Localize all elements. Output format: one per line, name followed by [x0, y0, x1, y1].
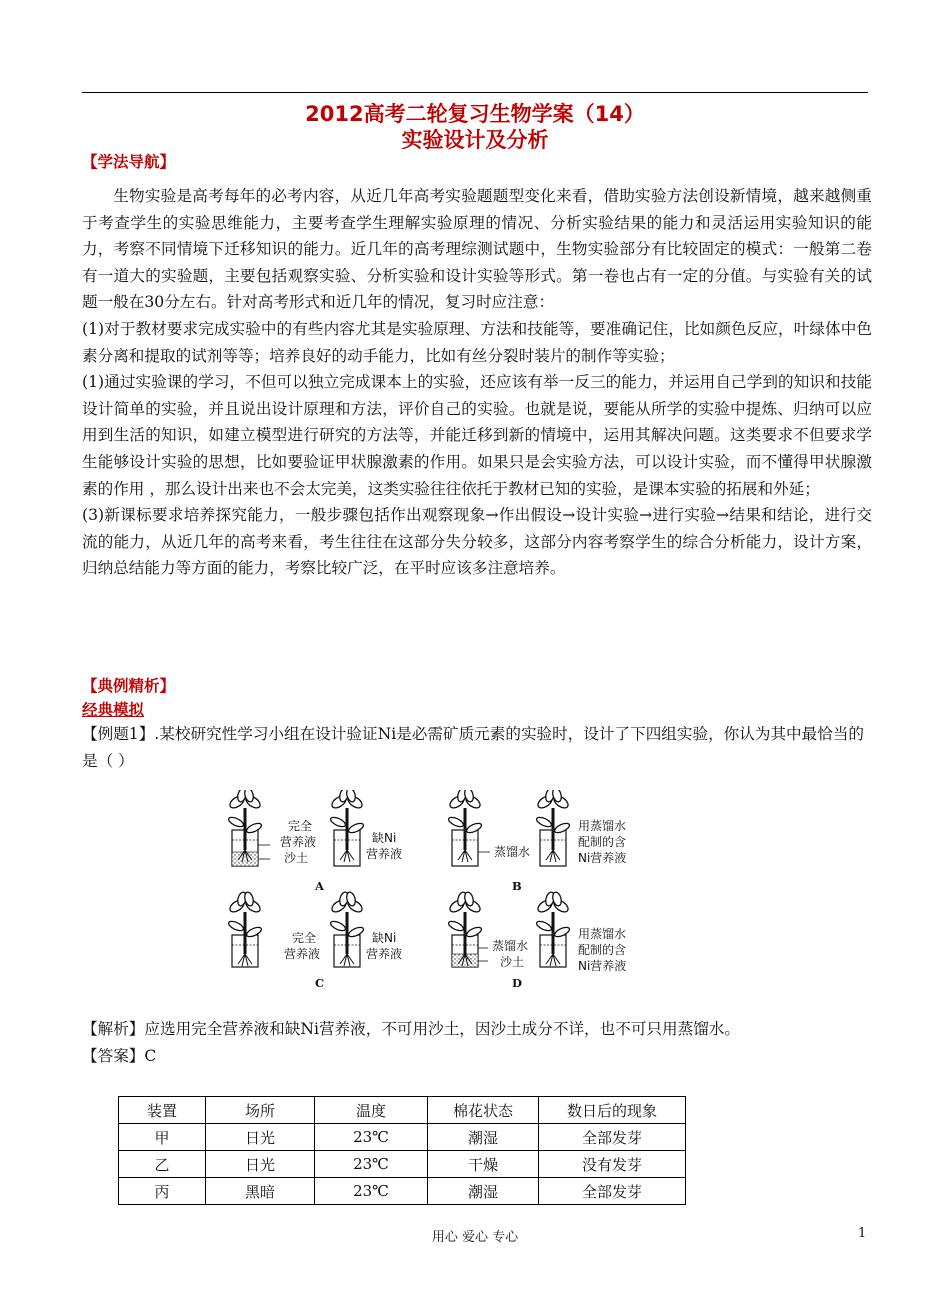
table-cell: 全部发芽: [539, 1124, 686, 1151]
table-cell: 潮湿: [428, 1124, 539, 1151]
guide-item-2: (1)通过实验课的学习，不但可以独立完成课本上的实验，还应该有举一反三的能力，并运用自己学到的知识和技能设计简单的实验，并且说出设计原理和方法，评价自己的实验。也就是说，要能从所学的实验中提炼、归纳可以应用到生活的知识，如建立模型进行研究的方法等，并能迁移到新的情境中，运用其解决问题。这类要求不但要求学生能够设计实验的思想，比如要验证甲状腺激素的作用。如果只是会实验方法，可以设计实验，而不懂得甲状腺激素的作用 ，那么设计出来也不会太完美，这类实验往往依托于教材已知的实验，是课本实验的拓展和外延；: [82, 373, 872, 498]
d-label-distilled: 蒸馏水: [492, 939, 529, 953]
table-cell: 干燥: [428, 1151, 539, 1178]
table-header-cell: 装置: [119, 1097, 206, 1124]
a-label-no-ni-solution: 营养液: [366, 847, 403, 861]
d-label-sand: 沙土: [500, 955, 525, 969]
caption-c: C: [315, 976, 325, 990]
page-subtitle: 实验设计及分析: [401, 128, 549, 152]
table-cell: 乙: [119, 1151, 206, 1178]
guide-body: [82, 183, 872, 582]
c-label-no-ni-solution: 营养液: [366, 947, 403, 961]
table-cell: 23℃: [315, 1124, 428, 1151]
example-question: [82, 721, 872, 775]
caption-a: A: [315, 879, 324, 893]
section-heading-guide: 【学法导航】: [82, 153, 176, 171]
d-label-r3: Ni营养液: [578, 959, 627, 973]
example-analysis-block: [82, 1016, 872, 1070]
b-label-r2: 配制的含: [578, 835, 627, 849]
table-cell: 丙: [119, 1178, 206, 1205]
table-header-cell: 场所: [206, 1097, 315, 1124]
table-cell: 23℃: [315, 1151, 428, 1178]
table-cell: 甲: [119, 1124, 206, 1151]
question-text: 【例题1】.某校研究性学习小组在设计验证Ni是必需矿质元素的实验时，设计了下四组实验，你认为其中最恰当的是（ ）: [82, 725, 865, 770]
guide-intro-paragraph: 生物实验是高考每年的必考内容，从近几年高考实验题题型变化来看，借助实验方法创设新情境，越来越侧重于考查学生的实验思维能力，主要考查学生理解实验原理的情况、分析实验结果的能力和灵活运用实验知识的能力，考察不同情境下迁移知识的能力。近几年的高考理综测试题中，生物实验部分有比较固定的模式：一般第二卷有一道大的实验题，主要包括观察实验、分析实验和设计实验等形式。第一卷也占有一定的分值。与实验有关的试题一般在30分左右。针对高考形式和近几年的情况，复习时应注意：: [82, 187, 872, 312]
b-label-distilled: 蒸馏水: [494, 845, 531, 859]
c-label-complete: 完全: [292, 931, 317, 945]
b-label-r3: Ni营养液: [578, 851, 627, 865]
b-label-r1: 用蒸馏水: [578, 819, 627, 833]
guide-item-1: (1)对于教材要求完成实验中的有些内容尤其是实验原理、方法和技能等，要准确记住，比如颜色反应，叶绿体中色素分离和提取的试剂等等；培养良好的动手能力，比如有丝分裂时装片的制作等实验；: [82, 319, 872, 365]
caption-b: B: [512, 879, 522, 893]
setup-d: [447, 891, 626, 990]
table-row: [119, 1151, 686, 1178]
table-cell: 全部发芽: [539, 1178, 686, 1205]
setup-b: [447, 790, 626, 893]
analysis-text: 【解析】应选用完全营养液和缺Ni营养液，不可用沙土，因沙土成分不详，也不可只用蒸馏水。: [82, 1020, 740, 1038]
table-cell: 没有发芽: [539, 1151, 686, 1178]
c-label-solution: 营养液: [284, 947, 321, 961]
a-label-solution: 营养液: [280, 835, 317, 849]
a-label-no-ni: 缺Ni: [372, 831, 397, 845]
table-cell: 日光: [206, 1124, 315, 1151]
table-row: [119, 1124, 686, 1151]
setup-c: [227, 891, 402, 990]
table-header-cell: 数日后的现象: [539, 1097, 686, 1124]
a-label-complete: 完全: [288, 819, 313, 833]
answer-text: 【答案】C: [82, 1047, 157, 1065]
section-heading-examples: 【典例精析】: [82, 677, 176, 695]
experiment-table: [118, 1096, 686, 1205]
table-header-cell: 棉花状态: [428, 1097, 539, 1124]
c-label-no-ni: 缺Ni: [372, 931, 397, 945]
table-cell: 黑暗: [206, 1178, 315, 1205]
caption-d: D: [512, 976, 522, 990]
table-header-cell: 温度: [315, 1097, 428, 1124]
guide-item-3: (3)新课标要求培养探究能力，一般步骤包括作出观察现象→作出假设→设计实验→进行实验→结果和结论，进行交流的能力，从近几年的高考来看，考生往往在这部分失分较多，这部分内容考察学生的综合分析能力，设计方案，归纳总结能力等方面的能力，考察比较广泛，在平时应该多注意培养。: [82, 506, 872, 578]
table-cell: 23℃: [315, 1178, 428, 1205]
d-label-r2: 配制的含: [578, 943, 627, 957]
d-label-r1: 用蒸馏水: [578, 927, 627, 941]
setup-a: [227, 790, 402, 893]
table-cell: 潮湿: [428, 1178, 539, 1205]
table-cell: 日光: [206, 1151, 315, 1178]
experiment-figure: [222, 790, 652, 1000]
page-number: 1: [858, 1226, 867, 1241]
table-header-row: [119, 1097, 686, 1124]
a-label-sand: 沙土: [284, 851, 309, 865]
page-footer: 用心 爱心 专心: [431, 1230, 519, 1245]
table-row: [119, 1178, 686, 1205]
header-rule: [82, 92, 868, 93]
subheading-classic: 经典模拟: [82, 701, 145, 719]
page-title: 2012高考二轮复习生物学案（14）: [305, 102, 645, 126]
